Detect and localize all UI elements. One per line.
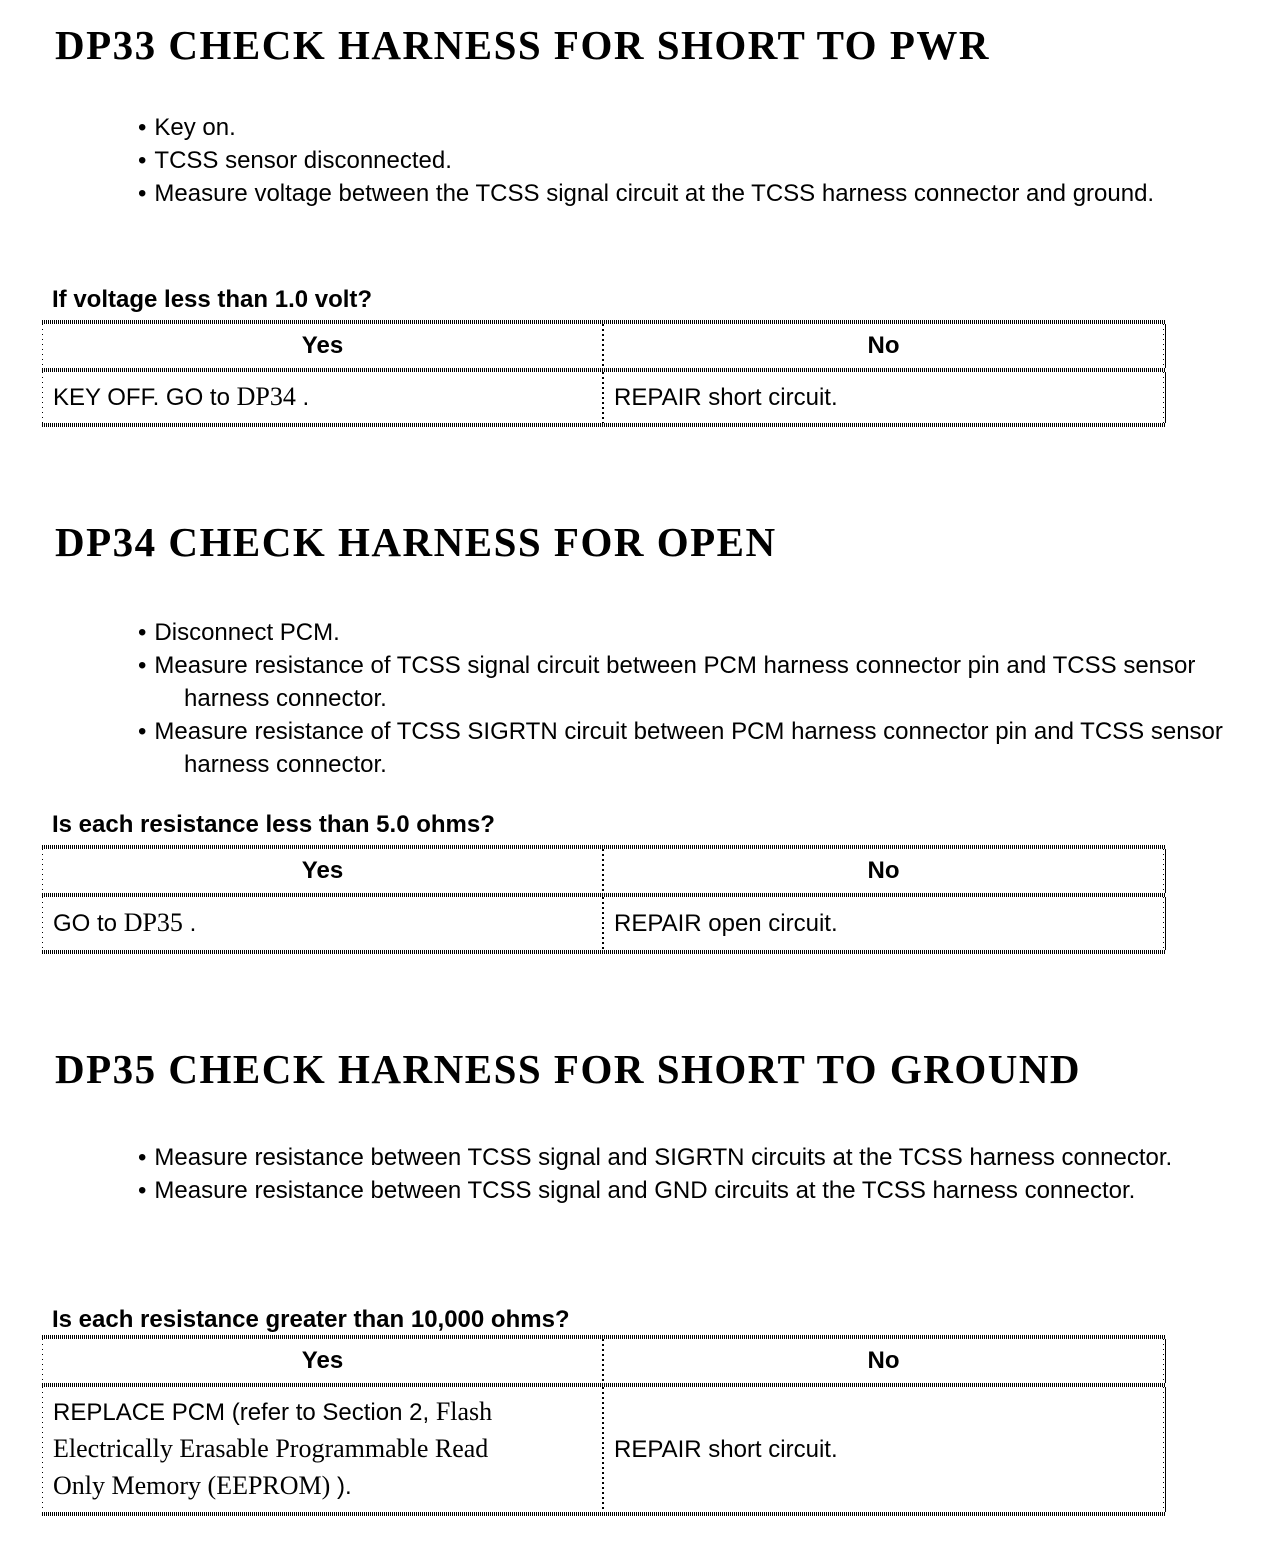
no-action-cell xyxy=(604,372,1163,423)
table-border-right xyxy=(1163,1339,1166,1383)
procedure-step: • Measure resistance between TCSS signal and SIGRTN circuits at the TCSS harness connector. xyxy=(138,1141,1258,1174)
no-action-cell xyxy=(604,1387,1163,1512)
table-border-bottom xyxy=(42,1512,1166,1516)
eeprom-reference-link[interactable]: Flash Electrically Erasable Programmable Read Only Memory (EEPROM) xyxy=(53,1397,493,1500)
action-text: . xyxy=(182,910,197,937)
dp34-reference-link[interactable]: DP34 xyxy=(236,382,296,411)
procedure-title-dp33: DP33 CHECK HARNESS FOR SHORT TO PWR xyxy=(55,22,990,68)
no-column-header: No xyxy=(867,332,900,359)
decision-question-dp33: If voltage less than 1.0 volt? xyxy=(52,286,373,313)
procedure-title-dp35: DP35 CHECK HARNESS FOR SHORT TO GROUND xyxy=(55,1046,1082,1092)
procedure-step: • Measure resistance between TCSS signal and GND circuits at the TCSS harness connector. xyxy=(138,1174,1258,1207)
decision-table-dp35 xyxy=(42,1335,1166,1516)
action-text: . xyxy=(295,384,310,411)
table-border-bottom xyxy=(42,423,1166,427)
table-border-right xyxy=(1163,324,1166,368)
table-border-right xyxy=(1163,372,1166,423)
no-column-header: No xyxy=(867,1347,900,1374)
procedure-step: • Key on. xyxy=(138,111,1258,144)
procedure-step: • TCSS sensor disconnected. xyxy=(138,144,1258,177)
procedure-title-dp34: DP34 CHECK HARNESS FOR OPEN xyxy=(55,519,777,565)
dp35-reference-link[interactable]: DP35 xyxy=(123,908,183,937)
no-action-cell xyxy=(604,897,1163,950)
procedure-steps-dp33 xyxy=(138,111,1258,210)
no-column-header: No xyxy=(867,857,900,884)
action-text: REPAIR open circuit. xyxy=(614,909,838,937)
yes-column-header: Yes xyxy=(301,1347,344,1374)
decision-question-dp34: Is each resistance less than 5.0 ohms? xyxy=(52,811,495,838)
table-header-row xyxy=(42,1339,1166,1383)
yes-column-header: Yes xyxy=(301,857,344,884)
table-header-row xyxy=(42,849,1166,893)
table-border-bottom xyxy=(42,950,1166,954)
yes-action-cell xyxy=(43,372,602,423)
action-text: REPAIR short circuit. xyxy=(614,383,838,411)
action-text: REPAIR short circuit. xyxy=(614,1435,838,1463)
action-text: KEY OFF. GO to xyxy=(53,384,237,411)
procedure-steps-dp35 xyxy=(138,1141,1258,1207)
procedure-step: • Measure resistance of TCSS signal circuit between PCM harness connector pin and TCSS sensor harness connector. xyxy=(138,649,1258,715)
decision-table-dp34 xyxy=(42,845,1166,954)
yes-column-header: Yes xyxy=(301,332,344,359)
action-text: REPLACE PCM (refer to Section 2, xyxy=(53,1399,436,1426)
decision-question-dp35: Is each resistance greater than 10,000 ohms? xyxy=(52,1306,570,1333)
table-data-row xyxy=(42,897,1166,950)
yes-action-cell xyxy=(43,1387,602,1512)
decision-table-dp33 xyxy=(42,320,1166,427)
action-text: ). xyxy=(330,1473,352,1500)
yes-action-cell xyxy=(43,897,602,950)
table-data-row xyxy=(42,1387,1166,1512)
action-text: GO to xyxy=(53,910,124,937)
table-data-row xyxy=(42,372,1166,423)
table-border-right xyxy=(1163,1387,1166,1512)
procedure-step: • Disconnect PCM. xyxy=(138,616,1258,649)
table-border-right xyxy=(1163,897,1166,950)
table-header-row xyxy=(42,324,1166,368)
procedure-step: • Measure resistance of TCSS SIGRTN circuit between PCM harness connector pin and TCSS sensor harness connector. xyxy=(138,715,1258,781)
procedure-step: • Measure voltage between the TCSS signal circuit at the TCSS harness connector and ground. xyxy=(138,177,1258,210)
table-border-right xyxy=(1163,849,1166,893)
procedure-steps-dp34 xyxy=(138,616,1258,781)
